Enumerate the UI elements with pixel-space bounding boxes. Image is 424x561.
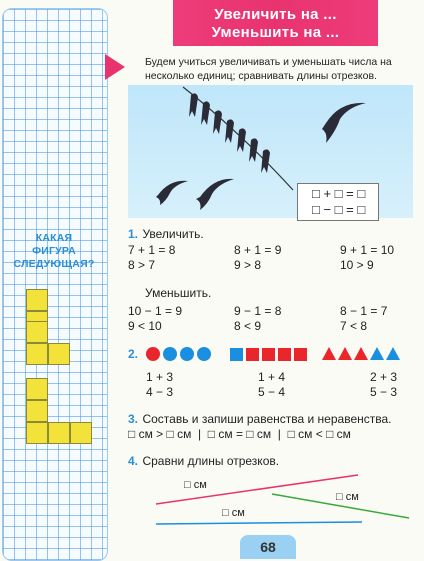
triangle-shape xyxy=(370,347,384,360)
task1-header xyxy=(128,225,204,243)
arrow-marker-icon xyxy=(105,54,125,80)
task1-equation2: 8 − 1 = 7 xyxy=(340,304,388,318)
segment-line xyxy=(156,522,362,524)
task1-number: 1. xyxy=(128,227,139,241)
page-number: 68 xyxy=(260,539,276,555)
square-shape xyxy=(230,348,243,361)
circle-shape xyxy=(197,347,211,361)
yellow-square xyxy=(26,321,48,343)
frame-row-plus: □ + □ = □ xyxy=(312,186,366,201)
task1-equation2: 10 − 1 = 9 xyxy=(128,304,183,318)
task1-equation: 9 + 1 = 10 xyxy=(340,243,395,257)
square-shape xyxy=(278,348,291,361)
yellow-square xyxy=(26,289,48,311)
segment-label: □ см xyxy=(336,491,359,503)
task1-comparison: 9 > 8 xyxy=(234,258,262,272)
circle-shape xyxy=(146,347,160,361)
equation-frame xyxy=(297,183,379,221)
yellow-square xyxy=(26,422,48,444)
circle-shape xyxy=(180,347,194,361)
swallow-icon xyxy=(249,138,258,162)
task2-expression: 1 + 4 xyxy=(258,370,286,384)
task1-comparison2: 9 < 10 xyxy=(128,319,162,333)
square-shape xyxy=(262,348,275,361)
task1-comparison: 10 > 9 xyxy=(340,258,374,272)
square-shape xyxy=(294,348,307,361)
shape-row xyxy=(146,346,416,362)
swallow-icon xyxy=(213,110,222,134)
square-shape xyxy=(246,348,259,361)
perched-swallows xyxy=(189,93,270,173)
task3-number: 3. xyxy=(128,412,139,426)
swallow-icon xyxy=(196,179,234,210)
task2-expression: 2 + 3 xyxy=(370,370,398,384)
yellow-square xyxy=(26,400,48,422)
swallow-icon xyxy=(322,103,366,143)
yellow-square xyxy=(48,343,70,365)
wire-line xyxy=(183,87,293,190)
task1-title: Увеличить. xyxy=(142,227,204,241)
circle-shape xyxy=(163,347,177,361)
task3-text: Составь и запиши равенства и неравенства. xyxy=(142,412,392,426)
task2-number: 2. xyxy=(128,347,139,361)
task3-header xyxy=(128,410,392,428)
triangle-shape xyxy=(354,347,368,360)
triangle-shape xyxy=(338,347,352,360)
frame-row-minus: □ − □ = □ xyxy=(312,202,366,217)
grid-side-panel xyxy=(2,8,108,561)
task1-equation: 7 + 1 = 8 xyxy=(128,243,176,257)
task2-expression: 1 + 3 xyxy=(146,370,174,384)
swallow-icon xyxy=(261,149,270,173)
task1-comparison2: 8 < 9 xyxy=(234,319,262,333)
task4-number: 4. xyxy=(128,454,139,468)
yellow-square xyxy=(26,378,48,400)
task2-expression: 4 − 3 xyxy=(146,385,174,399)
triangle-shape xyxy=(386,347,400,360)
swallow-icon xyxy=(237,128,246,152)
segment-label: □ см xyxy=(184,479,207,491)
task1-comparison2: 7 < 8 xyxy=(340,319,368,333)
task1-equation2: 9 − 1 = 8 xyxy=(234,304,282,318)
task4-text: Сравни длины отрезков. xyxy=(142,454,280,468)
segment-label: □ см xyxy=(222,507,245,519)
title-band xyxy=(173,0,378,46)
swallow-icon xyxy=(189,93,198,117)
yellow-square xyxy=(26,343,48,365)
lesson-title-line1: Увеличить на ... xyxy=(214,6,337,23)
task3-inequality-line: □ см > □ см | □ см = □ см | □ см < □ см xyxy=(128,427,351,441)
task1-subtitle: Уменьшить. xyxy=(145,286,212,300)
side-question-line: ФИГУРА xyxy=(32,245,76,257)
triangle-shape xyxy=(322,347,336,360)
task2-expression: 5 − 3 xyxy=(370,385,398,399)
page-number-tab xyxy=(240,535,296,559)
side-question-line: КАКАЯ xyxy=(35,232,73,244)
segments-area xyxy=(140,463,424,533)
task1-comparison: 8 > 7 xyxy=(128,258,156,272)
segments-svg xyxy=(140,463,424,533)
task2-expression: 5 − 4 xyxy=(258,385,286,399)
swallow-icon xyxy=(201,101,210,125)
swallow-icon xyxy=(156,181,188,205)
side-question xyxy=(6,232,102,271)
side-question-line: СЛЕДУЮЩАЯ? xyxy=(13,258,95,270)
yellow-square xyxy=(70,422,92,444)
task1-equation: 8 + 1 = 9 xyxy=(234,243,282,257)
intro-text: Будем учиться увеличивать и уменьшать числа на несколько единиц; сравнивать длины отрезков. xyxy=(145,56,392,82)
lesson-title-line2: Уменьшить на ... xyxy=(211,24,340,41)
yellow-square xyxy=(48,422,70,444)
